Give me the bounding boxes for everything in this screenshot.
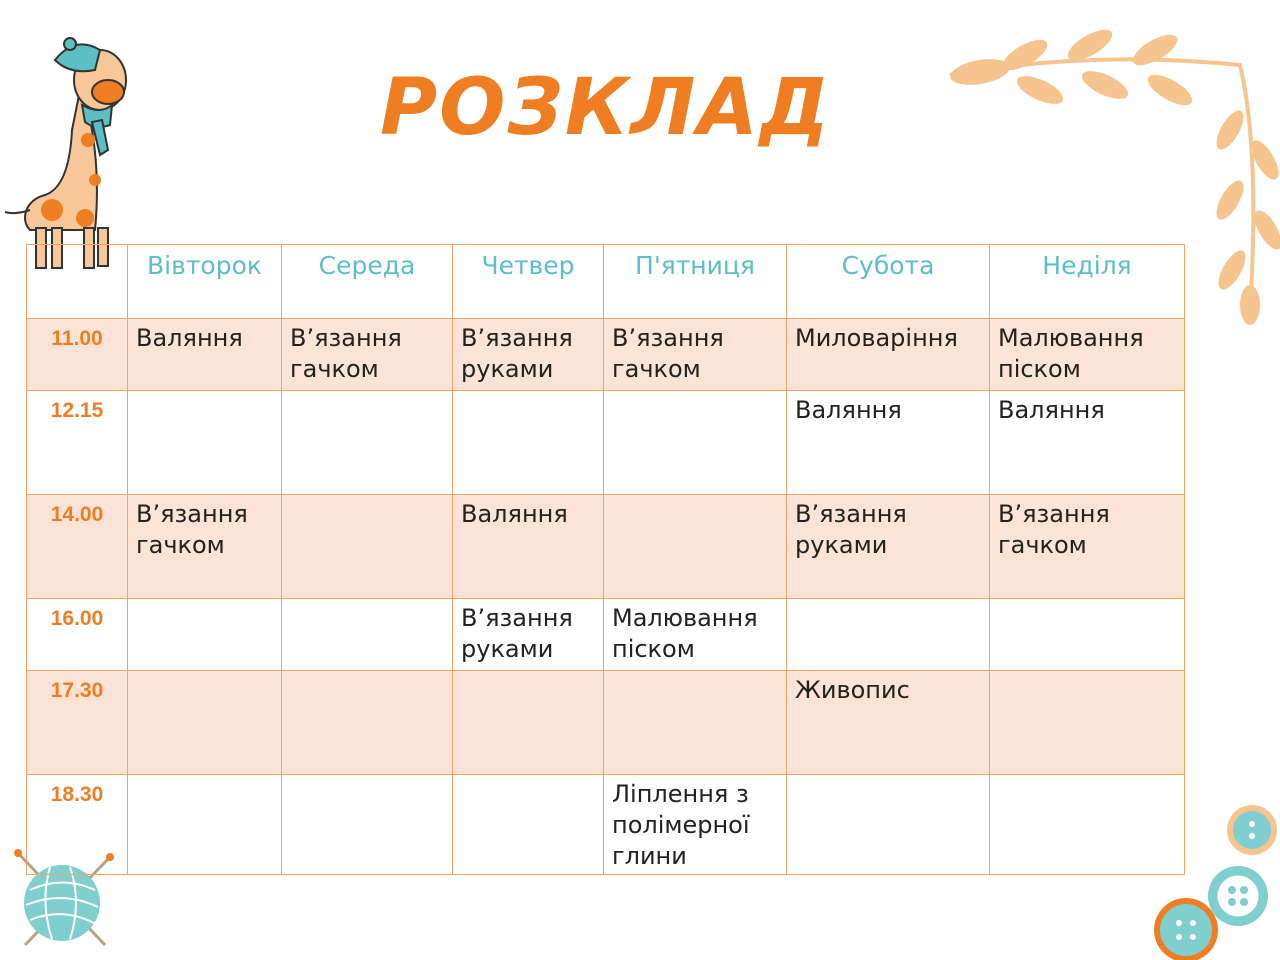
table-row	[27, 599, 1185, 671]
activity-cell	[990, 775, 1185, 875]
time-cell: 18.30	[27, 775, 128, 875]
activity-cell: Малювання піском	[990, 319, 1185, 391]
activity-cell	[282, 775, 453, 875]
table-row	[27, 391, 1185, 495]
activity-cell	[282, 671, 453, 775]
activity-cell: В’язання руками	[453, 599, 604, 671]
time-cell: 12.15	[27, 391, 128, 495]
time-cell: 14.00	[27, 495, 128, 599]
activity-cell: Валяння	[787, 391, 990, 495]
schedule-table	[26, 244, 1185, 875]
table-row	[27, 671, 1185, 775]
activity-cell	[990, 671, 1185, 775]
time-cell: 11.00	[27, 319, 128, 391]
day-header: П'ятниця	[604, 245, 787, 319]
table-row	[27, 495, 1185, 599]
activity-cell	[453, 391, 604, 495]
activity-cell	[990, 599, 1185, 671]
page-title: РОЗКЛАД	[380, 63, 832, 153]
activity-cell	[787, 599, 990, 671]
table-row	[27, 775, 1185, 875]
activity-cell: В’язання руками	[787, 495, 990, 599]
corner-cell	[27, 245, 128, 319]
activity-cell: В’язання гачком	[282, 319, 453, 391]
activity-cell	[604, 391, 787, 495]
activity-cell: Живопис	[787, 671, 990, 775]
activity-cell	[453, 775, 604, 875]
time-cell: 17.30	[27, 671, 128, 775]
day-header: Вівторок	[128, 245, 282, 319]
activity-cell: В’язання руками	[453, 319, 604, 391]
activity-cell	[282, 599, 453, 671]
table-row	[27, 319, 1185, 391]
activity-cell: Валяння	[990, 391, 1185, 495]
day-header: Неділя	[990, 245, 1185, 319]
activity-cell: Ліплення з полімерної глини	[604, 775, 787, 875]
header-row	[27, 245, 1185, 319]
day-header: Субота	[787, 245, 990, 319]
activity-cell: Малювання піском	[604, 599, 787, 671]
activity-cell: Миловаріння	[787, 319, 990, 391]
activity-cell	[604, 495, 787, 599]
activity-cell	[128, 391, 282, 495]
activity-cell: В’язання гачком	[128, 495, 282, 599]
activity-cell	[128, 599, 282, 671]
activity-cell: Валяння	[453, 495, 604, 599]
giraffe-illustration	[0, 30, 135, 275]
day-header: Четвер	[453, 245, 604, 319]
activity-cell	[282, 495, 453, 599]
activity-cell	[128, 775, 282, 875]
activity-cell	[453, 671, 604, 775]
time-cell: 16.00	[27, 599, 128, 671]
activity-cell: Валяння	[128, 319, 282, 391]
day-header: Середа	[282, 245, 453, 319]
activity-cell: В’язання гачком	[604, 319, 787, 391]
activity-cell	[787, 775, 990, 875]
activity-cell	[282, 391, 453, 495]
activity-cell: В’язання гачком	[990, 495, 1185, 599]
activity-cell	[128, 671, 282, 775]
activity-cell	[604, 671, 787, 775]
